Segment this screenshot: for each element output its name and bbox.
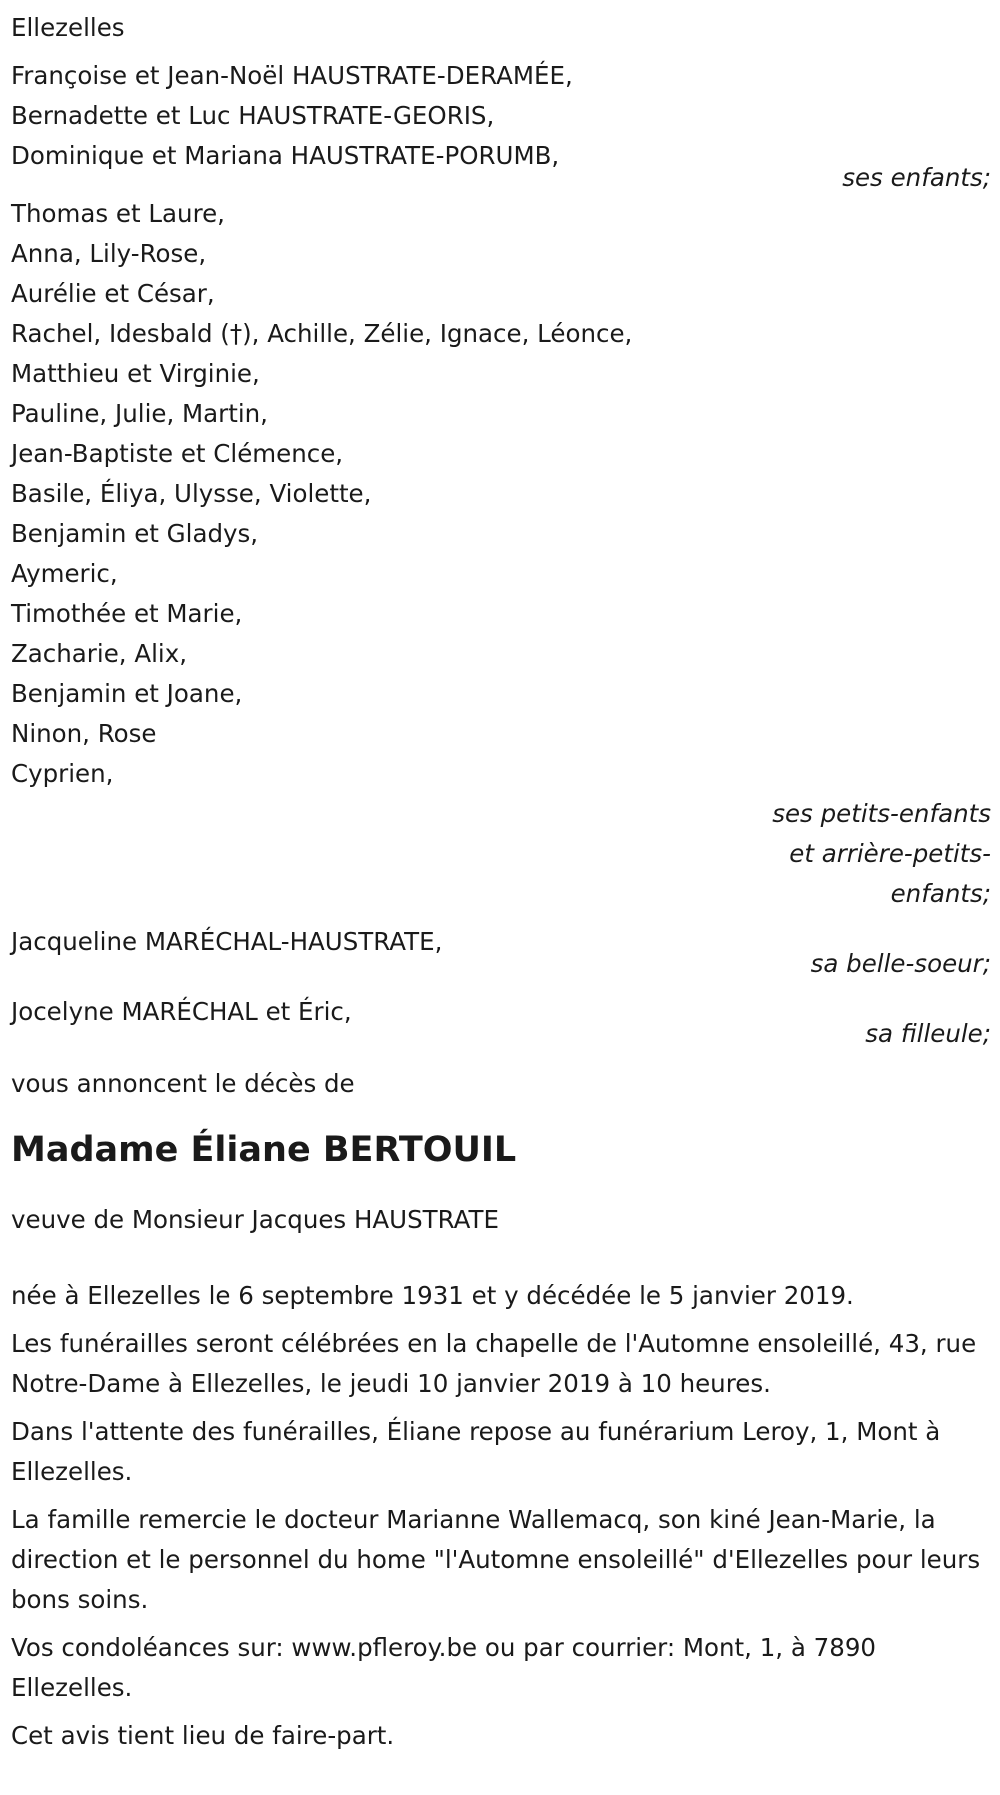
grandchild-line: Aymeric,	[11, 559, 118, 588]
thanks-paragraph: La famille remercie le docteur Marianne Wallemacq, son kiné Jean-Marie, la direction et le personnel du home "l'Automne ensoleillé" d'Ellezelles pour leurs bons soins.	[11, 1505, 981, 1614]
grandchild-line: Anna, Lily-Rose,	[11, 239, 207, 268]
grandchildren-role	[11, 794, 991, 914]
child-line: Françoise et Jean-Noël HAUSTRATE-DERAMÉE,	[11, 61, 573, 90]
sister-in-law-section	[11, 922, 990, 984]
grandchild-line: Ninon, Rose	[11, 719, 157, 748]
grandchild-line: Timothée et Marie,	[11, 599, 243, 628]
grandchild-line: Aurélie et César,	[11, 279, 215, 308]
goddaughter-role: sa filleule;	[865, 1019, 991, 1048]
grandchild-line: Jean-Baptiste et Clémence,	[11, 439, 344, 468]
place-heading: Ellezelles	[11, 13, 125, 42]
grandchildren-role-line: ses petits-enfants	[772, 799, 991, 828]
grandchild-line: Matthieu et Virginie,	[11, 359, 260, 388]
deceased-name: Madame Éliane BERTOUIL	[11, 1130, 517, 1170]
child-line: Dominique et Mariana HAUSTRATE-PORUMB,	[11, 141, 560, 170]
grandchildren-section	[11, 194, 990, 914]
grandchild-line: Basile, Éliya, Ulysse, Violette,	[11, 479, 372, 508]
goddaughter-line: Jocelyne MARÉCHAL et Éric,	[11, 997, 352, 1026]
funeral-paragraph: Les funérailles seront célébrées en la chapelle de l'Automne ensoleillé, 43, rue Notre-Dame à Ellezelles, le jeudi 10 janvier 2019 à 10 heures.	[11, 1329, 977, 1398]
children-role: ses enfants;	[842, 163, 991, 192]
grandchild-line: Zacharie, Alix,	[11, 639, 187, 668]
condolences-paragraph: Vos condoléances sur: www.pfleroy.be ou par courrier: Mont, 1, à 7890 Ellezelles.	[11, 1633, 877, 1702]
announcement-text: vous annoncent le décès de	[11, 1069, 355, 1098]
widow-of-text: veuve de Monsieur Jacques HAUSTRATE	[11, 1205, 499, 1234]
grandchild-line: Cyprien,	[11, 759, 114, 788]
birth-death-paragraph: née à Ellezelles le 6 septembre 1931 et y décédée le 5 janvier 2019.	[11, 1281, 854, 1310]
grandchild-line: Benjamin et Joane,	[11, 679, 243, 708]
grandchildren-role-line: enfants;	[890, 879, 991, 908]
grandchild-line: Thomas et Laure,	[11, 199, 225, 228]
children-section	[11, 56, 990, 198]
sister-in-law-line: Jacqueline MARÉCHAL-HAUSTRATE,	[11, 927, 443, 956]
grandchild-line: Pauline, Julie, Martin,	[11, 399, 268, 428]
sister-in-law-role: sa belle-soeur;	[810, 949, 991, 978]
grandchild-line: Rachel, Idesbald (†), Achille, Zélie, Ignace, Léonce,	[11, 319, 633, 348]
goddaughter-section	[11, 992, 990, 1054]
notice-paragraph: Cet avis tient lieu de faire-part.	[11, 1721, 395, 1750]
grandchild-line: Benjamin et Gladys,	[11, 519, 259, 548]
funerarium-paragraph: Dans l'attente des funérailles, Éliane repose au funérarium Leroy, 1, Mont à Ellezelles.	[11, 1417, 941, 1486]
child-line: Bernadette et Luc HAUSTRATE-GEORIS,	[11, 101, 495, 130]
grandchildren-role-line: et arrière-petits-	[789, 839, 991, 868]
